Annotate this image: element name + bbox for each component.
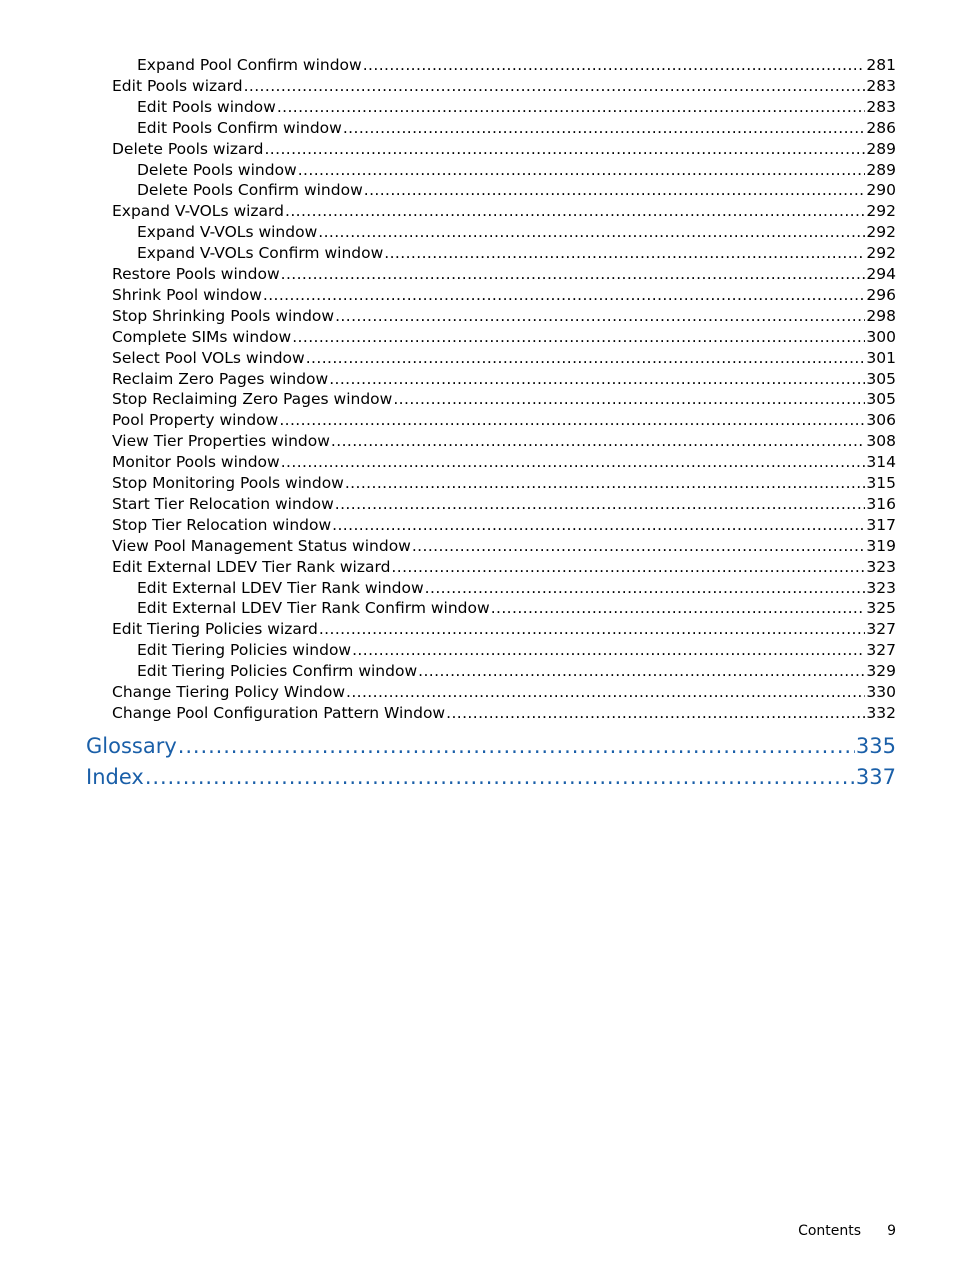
footer-page-number: 9 <box>887 1223 896 1239</box>
toc-entry-page: 283 <box>866 76 896 95</box>
toc-entry-title: Edit Pools wizard <box>112 76 243 95</box>
footer-section-label: Contents <box>798 1223 862 1239</box>
toc-entry-link[interactable] <box>112 619 896 640</box>
toc-entry-title: Edit External LDEV Tier Rank window <box>137 578 424 597</box>
toc-entry-title: Pool Property window <box>112 411 279 430</box>
toc-entry-page: 332 <box>866 703 896 722</box>
toc-entry-title: Edit Pools window <box>137 97 276 116</box>
toc-entry-link[interactable] <box>112 536 896 557</box>
toc-entry-page: 298 <box>866 306 896 325</box>
toc-entry-link[interactable] <box>112 369 896 390</box>
dot-leader <box>281 452 866 472</box>
toc-entry-page: 335 <box>855 733 896 758</box>
toc-entry-link[interactable] <box>137 160 896 181</box>
toc-entry-link[interactable] <box>112 327 896 348</box>
dot-leader <box>244 76 866 96</box>
toc-entry-title: Delete Pools wizard <box>112 139 264 158</box>
toc-entry-title: Monitor Pools window <box>112 453 280 472</box>
dot-leader <box>331 431 865 451</box>
toc-entry-link[interactable] <box>112 264 896 285</box>
toc-entry-link[interactable] <box>137 97 896 118</box>
toc-entry-title: Expand V-VOLs Confirm window <box>137 244 384 263</box>
toc-entry-title: Glossary <box>86 733 177 758</box>
dot-leader <box>319 619 866 639</box>
dot-leader <box>418 661 865 681</box>
toc-entry-page: 281 <box>866 56 896 74</box>
toc-entry-title: Edit Tiering Policies wizard <box>112 620 318 639</box>
dot-leader <box>285 201 865 221</box>
toc-entry-link[interactable] <box>112 703 896 724</box>
toc-entry-title: Delete Pools window <box>137 160 297 179</box>
toc-entry-page: 306 <box>866 411 896 430</box>
toc-entry-title: Expand V-VOLs wizard <box>112 202 284 221</box>
toc-entry-page: 286 <box>866 118 896 137</box>
toc-entry-title: Change Tiering Policy Window <box>112 683 345 701</box>
toc-entry-link[interactable] <box>137 118 896 139</box>
toc-entry-title: Expand Pool Confirm window <box>137 56 362 74</box>
toc-entry-title: Complete SIMs window <box>112 327 292 346</box>
dot-leader <box>352 640 865 660</box>
toc-entry-page: 325 <box>866 599 896 618</box>
toc-entry-page: 283 <box>866 97 896 116</box>
toc-entry-link[interactable] <box>112 201 896 222</box>
toc-entry-page: 292 <box>866 223 896 242</box>
toc-entry-page: 317 <box>866 515 896 534</box>
dot-leader <box>393 389 865 409</box>
toc-entry-page: 337 <box>855 764 896 789</box>
toc-entry-title: Shrink Pool window <box>112 285 262 304</box>
toc-entry-page: 329 <box>866 662 896 681</box>
dot-leader <box>391 557 865 577</box>
toc-entry-link[interactable] <box>112 306 896 327</box>
toc-entry-page: 308 <box>866 432 896 451</box>
toc-entry-link[interactable] <box>137 578 896 599</box>
toc-entry-link[interactable] <box>112 452 896 473</box>
toc-entry-title: Index <box>86 764 144 789</box>
toc-entry-title: Change Pool Configuration Pattern Window <box>112 703 446 722</box>
dot-leader <box>425 578 866 598</box>
toc-entry-title: Reclaim Zero Pages window <box>112 369 329 388</box>
toc-entry-page: 314 <box>866 453 896 472</box>
toc-entry-title: Delete Pools Confirm window <box>137 181 363 200</box>
toc-entry-title: Edit Tiering Policies window <box>137 641 352 660</box>
toc-chapter-link[interactable] <box>86 763 896 793</box>
toc-entry-title: Stop Tier Relocation window <box>112 515 332 534</box>
dot-leader <box>277 97 866 117</box>
toc-entry-link[interactable] <box>112 431 896 452</box>
toc-entry-title: Stop Shrinking Pools window <box>112 306 335 325</box>
toc-entry-title: Stop Reclaiming Zero Pages window <box>112 390 393 409</box>
toc-entry-page: 323 <box>866 578 896 597</box>
toc-entry-link[interactable] <box>112 410 896 431</box>
dot-leader <box>446 703 865 723</box>
toc-entry-page: 292 <box>866 244 896 263</box>
toc-chapter-link[interactable] <box>86 732 896 762</box>
dot-leader <box>306 348 866 368</box>
toc-entry-page: 289 <box>866 160 896 179</box>
toc-entry-link[interactable] <box>112 389 896 410</box>
toc-entry-page: 305 <box>866 369 896 388</box>
toc-entry-page: 323 <box>866 557 896 576</box>
toc-entry-link[interactable] <box>112 473 896 494</box>
dot-leader <box>343 118 866 138</box>
toc-entry-page: 300 <box>866 327 896 346</box>
dot-leader <box>279 410 865 430</box>
dot-leader <box>335 306 865 326</box>
toc-entry-page: 301 <box>866 348 896 367</box>
dot-leader <box>335 494 866 514</box>
toc-entry-link[interactable] <box>112 494 896 515</box>
toc-entry-title: View Tier Properties window <box>112 432 330 451</box>
toc-entry-title: Start Tier Relocation window <box>112 494 334 513</box>
toc-entry-title: Edit Pools Confirm window <box>137 118 342 137</box>
toc-entry-page: 316 <box>866 494 896 513</box>
dot-leader <box>363 55 866 75</box>
toc-entry-title: Restore Pools window <box>112 265 280 283</box>
toc-entry-link[interactable] <box>137 180 896 201</box>
dot-leader <box>264 139 865 159</box>
toc-entry-page: 290 <box>866 181 896 200</box>
toc-entry-link[interactable] <box>112 139 896 160</box>
dot-leader <box>263 285 866 305</box>
page-footer <box>798 1222 896 1240</box>
toc-entry-link[interactable] <box>112 557 896 578</box>
toc-entry-title: Stop Monitoring Pools window <box>112 474 344 492</box>
dot-leader <box>345 473 866 493</box>
toc-entry-page: 289 <box>866 139 896 158</box>
toc-entry-link[interactable] <box>112 515 896 536</box>
toc-entry-page: 296 <box>866 285 896 304</box>
toc-entry-title: View Pool Management Status window <box>112 536 411 555</box>
dot-leader <box>318 222 865 242</box>
toc-entry-link[interactable] <box>112 348 896 369</box>
toc-entry-page: 294 <box>866 265 896 283</box>
toc-entry-page: 327 <box>866 620 896 639</box>
toc-entry-link[interactable] <box>137 640 896 661</box>
dot-leader <box>491 598 866 618</box>
toc-entry-link[interactable] <box>137 661 896 682</box>
toc-entry-title: Select Pool VOLs window <box>112 348 305 367</box>
toc-entry-title: Edit External LDEV Tier Rank Confirm window <box>137 599 490 618</box>
dot-leader <box>412 536 866 556</box>
toc-entry-page: 292 <box>866 202 896 221</box>
toc-entry-page: 330 <box>866 683 896 701</box>
toc-entry-link[interactable] <box>112 285 896 306</box>
dot-leader <box>281 264 866 284</box>
toc-entry-page: 315 <box>866 474 896 492</box>
dot-leader <box>292 327 865 347</box>
dot-leader <box>298 160 866 180</box>
dot-leader <box>346 682 865 702</box>
dot-leader <box>332 515 865 535</box>
dot-leader <box>384 243 865 263</box>
toc-entry-title: Edit External LDEV Tier Rank wizard <box>112 557 391 576</box>
toc-entry-link[interactable] <box>112 76 896 97</box>
toc-entry-link[interactable] <box>137 243 896 264</box>
toc-entry-page: 319 <box>866 536 896 555</box>
toc-entry-title: Edit Tiering Policies Confirm window <box>137 662 418 681</box>
dot-leader <box>329 369 865 389</box>
toc-entry-link[interactable] <box>112 682 896 703</box>
toc-entry-link[interactable] <box>137 598 896 619</box>
toc-entry-page: 305 <box>866 390 896 409</box>
toc-entry-link[interactable] <box>137 55 896 76</box>
toc-entry-page: 327 <box>866 641 896 660</box>
dot-leader <box>145 763 855 791</box>
toc-entry-link[interactable] <box>137 222 896 243</box>
dot-leader <box>178 732 855 760</box>
dot-leader <box>364 180 866 200</box>
toc-entry-title: Expand V-VOLs window <box>137 223 318 242</box>
